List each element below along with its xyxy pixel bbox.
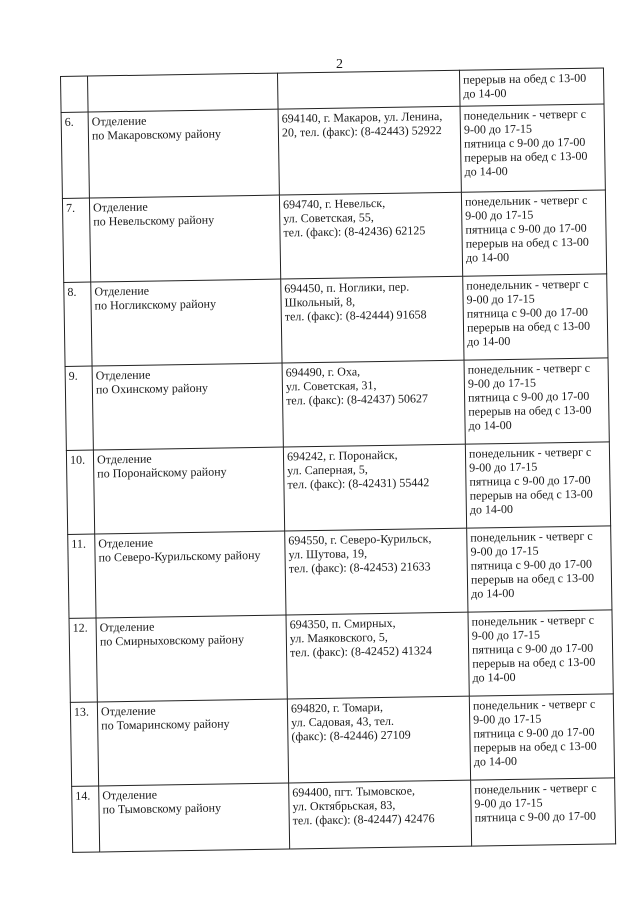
row-number: 9.: [68, 368, 78, 383]
hours-line: перерыв на обед с 13-00: [473, 738, 597, 755]
address-line: тел. (факс): (8-42437) 50627: [286, 391, 429, 408]
hours-cell: [464, 358, 609, 444]
hours-line: до 14-00: [467, 333, 511, 349]
address-cell: [287, 696, 470, 783]
hours-cell: [465, 442, 610, 528]
hours-cell: [459, 68, 604, 106]
table-row: [65, 358, 609, 451]
table-row: [68, 526, 612, 619]
row-number: 7.: [65, 200, 76, 215]
address-line: 694450, п. Ноглики, пер.: [284, 279, 410, 296]
hours-line: понедельник - четверг с: [466, 276, 589, 293]
department-name-line: по Томаринскому району: [101, 716, 230, 733]
hours-line: до 14-00: [465, 249, 510, 265]
address-line: ул. Октябрьская, 83,: [292, 797, 396, 814]
department-name-cell: [88, 109, 279, 198]
hours-line: 9-00 до 17-15: [463, 121, 533, 137]
row-number-cell: [64, 282, 92, 366]
row-number: 11.: [71, 536, 87, 551]
hours-cell: [469, 694, 614, 780]
hours-line: до 14-00: [469, 501, 514, 517]
hours-line: понедельник - четверг с: [467, 360, 591, 377]
hours-line: 9-00 до 17-15: [474, 795, 543, 811]
hours-line: перерыв на обед с 13-00: [462, 70, 587, 87]
table-row: [72, 778, 616, 853]
row-number: 12.: [72, 620, 88, 635]
address-line: ул. Советская, 55,: [283, 210, 374, 226]
address-cell: [281, 276, 464, 363]
row-number-cell: [69, 618, 97, 702]
row-number-cell: [72, 786, 100, 852]
hours-line: до 14-00: [472, 669, 516, 685]
hours-line: перерыв на обед с 13-00: [465, 234, 589, 251]
address-line: ул. Шутова, 19,: [288, 546, 368, 562]
hours-line: 9-00 до 17-15: [469, 459, 538, 475]
address-line: 694550, г. Северо-Курильск,: [288, 531, 432, 548]
hours-line: 9-00 до 17-15: [470, 543, 539, 559]
row-number: 14.: [75, 788, 91, 803]
department-name-line: по Северо-Курильскому району: [98, 547, 261, 565]
hours-line: понедельник - четверг с: [463, 106, 587, 123]
address-line: Школьный, 8,: [284, 294, 356, 310]
address-cell: [289, 780, 472, 849]
department-name-line: по Макаровскому району: [91, 126, 222, 143]
department-name-cell: [97, 699, 288, 786]
page-number: 2: [336, 57, 343, 72]
department-name-line: по Поронайскому району: [97, 464, 227, 481]
hours-line: перерыв на обед с 13-00: [464, 148, 588, 165]
hours-line: пятница с 9-00 до 17-00: [467, 388, 590, 405]
department-name-line: по Смирныховскому району: [99, 632, 245, 649]
address-line: тел. (факс): (8-42452) 41324: [289, 643, 433, 660]
department-name-line: по Тымовскому району: [102, 800, 222, 817]
table-row: [62, 190, 606, 283]
department-name-line: по Ногликскому району: [94, 296, 217, 313]
hours-line: перерыв на обед с 13-00: [466, 318, 591, 335]
address-line: 694820, г. Томари,: [290, 700, 384, 716]
department-name-line: по Охинскому району: [95, 380, 209, 397]
hours-line: понедельник - четверг с: [471, 612, 595, 629]
hours-line: перерыв на обед с 13-00: [472, 654, 596, 671]
row-number-cell: [66, 450, 94, 534]
address-line: ул. Маяковского, 5,: [289, 629, 388, 646]
hours-line: до 14-00: [471, 585, 515, 601]
hours-line: 9-00 до 17-15: [467, 375, 537, 391]
hours-line: понедельник - четверг с: [474, 780, 597, 797]
address-line: 694400, пгт. Тымовское,: [292, 783, 416, 800]
address-line: (факс): (8-42446) 27109: [291, 727, 411, 744]
address-line: ул. Садовая, 43, тел.: [291, 713, 395, 730]
address-cell: [279, 192, 462, 279]
hours-line: понедельник - четверг с: [468, 444, 592, 461]
row-number-cell: [61, 112, 89, 198]
hours-line: пятница с 9-00 до 17-00: [464, 134, 586, 151]
hours-line: пятница с 9-00 до 17-00: [474, 808, 596, 825]
hours-line: 9-00 до 17-15: [465, 207, 534, 223]
department-name-cell: [99, 783, 290, 852]
address-cell: [285, 528, 468, 615]
hours-line: пятница с 9-00 до 17-00: [473, 724, 595, 741]
hours-line: понедельник - четверг с: [470, 528, 593, 545]
department-name-line: по Невельскому району: [93, 212, 215, 229]
department-name-line: Отделение: [102, 787, 158, 803]
department-name-cell: [92, 363, 283, 450]
hours-line: пятница с 9-00 до 17-00: [470, 556, 593, 573]
table-row: [61, 104, 605, 199]
department-name-line: Отделение: [92, 199, 148, 215]
row-number: 8.: [67, 284, 77, 299]
row-number-cell: [62, 198, 90, 282]
address-cell: [282, 360, 465, 447]
hours-cell: [463, 274, 608, 360]
hours-line: до 14-00: [464, 163, 508, 179]
hours-line: понедельник - четверг с: [464, 192, 588, 209]
address-line: тел. (факс): (8-42436) 62125: [283, 223, 426, 240]
department-name-line: Отделение: [94, 283, 150, 299]
hours-cell: [460, 104, 605, 192]
row-number: 6.: [64, 114, 74, 129]
department-name-cell: [93, 447, 284, 534]
department-name-line: Отделение: [98, 535, 154, 551]
hours-line: 9-00 до 17-15: [471, 627, 541, 643]
table-row: [66, 442, 610, 535]
row-number-cell: [65, 366, 93, 450]
row-number-cell: [68, 534, 96, 618]
address-line: 20, тел. (факс): (8-42443) 52922: [281, 123, 442, 140]
department-name-cell: [95, 531, 286, 618]
row-number-cell: [61, 76, 89, 112]
hours-line: пятница с 9-00 до 17-00: [465, 220, 587, 237]
address-line: 694242, г. Поронайск,: [286, 447, 398, 464]
department-name-cell: [89, 195, 280, 282]
row-number: 10.: [69, 452, 86, 467]
department-name-line: Отделение: [91, 113, 147, 129]
hours-line: понедельник - четверг с: [472, 696, 596, 713]
department-name-line: Отделение: [99, 619, 155, 635]
address-line: 694740, г. Невельск,: [282, 195, 386, 212]
hours-line: перерыв на обед с 13-00: [468, 402, 592, 419]
hours-line: пятница с 9-00 до 17-00: [469, 472, 591, 489]
hours-cell: [468, 610, 613, 696]
address-line: 694140, г. Макаров, ул. Ленина,: [281, 109, 443, 126]
hours-cell: [467, 526, 612, 612]
hours-line: до 14-00: [473, 753, 518, 769]
address-line: тел. (факс): (8-42431) 55442: [287, 475, 430, 492]
address-line: тел. (факс): (8-42444) 91658: [284, 307, 427, 324]
address-line: тел. (факс): (8-42453) 21633: [288, 559, 431, 576]
department-name-cell: [88, 73, 279, 112]
table-row: [69, 610, 613, 703]
department-name-cell: [91, 279, 282, 366]
address-cell: [277, 70, 460, 109]
hours-line: 9-00 до 17-15: [466, 291, 535, 307]
hours-line: 9-00 до 17-15: [473, 711, 542, 727]
hours-line: пятница с 9-00 до 17-00: [466, 304, 589, 321]
hours-line: перерыв на обед с 13-00: [469, 486, 593, 503]
row-number-cell: [70, 702, 98, 786]
hours-line: перерыв на обед с 13-00: [470, 570, 595, 587]
address-line: ул. Советская, 31,: [285, 378, 377, 394]
table-row: [70, 694, 614, 787]
address-line: 694490, г. Оха,: [285, 364, 361, 380]
department-name-cell: [96, 615, 287, 702]
address-line: тел. (факс): (8-42447) 42476: [292, 811, 435, 828]
address-cell: [283, 444, 466, 531]
hours-line: до 14-00: [468, 417, 512, 433]
hours-cell: [471, 778, 616, 846]
hours-line: до 14-00: [463, 85, 507, 101]
department-name-line: Отделение: [95, 367, 151, 383]
hours-cell: [461, 190, 606, 276]
department-name-line: Отделение: [96, 451, 152, 467]
address-cell: [278, 106, 461, 195]
address-cell: [286, 612, 469, 699]
address-line: 694350, п. Смирных,: [289, 615, 396, 632]
address-line: ул. Саперная, 5,: [287, 462, 368, 478]
table-row: [64, 274, 608, 367]
row-number: 13.: [73, 704, 90, 719]
department-name-line: Отделение: [100, 703, 156, 719]
offices-table: [60, 67, 616, 852]
hours-line: пятница с 9-00 до 17-00: [471, 640, 594, 657]
